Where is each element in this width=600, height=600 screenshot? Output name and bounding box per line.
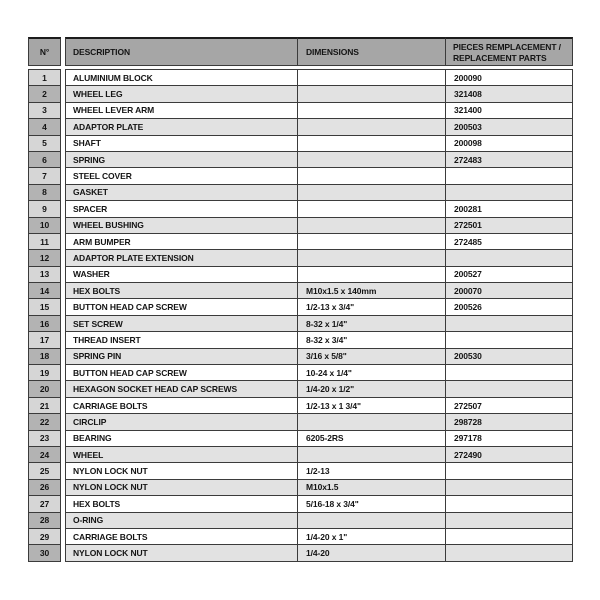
table-row: [28, 414, 573, 430]
table-row: [28, 250, 573, 266]
table-row: [28, 152, 573, 168]
table-row: [28, 119, 573, 135]
parts-cell: 200070: [446, 283, 573, 299]
row-number-cell: 8: [28, 185, 61, 201]
table-row: [28, 103, 573, 119]
row-number-cell: 22: [28, 414, 61, 430]
parts-cell: 200098: [446, 136, 573, 152]
description-cell: WHEEL BUSHING: [65, 218, 298, 234]
dimensions-cell: [298, 185, 446, 201]
dimensions-cell: 8-32 x 3/4": [298, 332, 446, 348]
row-number-cell: 29: [28, 529, 61, 545]
column-header-parts-line1: PIECES REMPLACEMENT /: [453, 42, 561, 52]
parts-cell: [446, 496, 573, 512]
parts-cell: 200281: [446, 201, 573, 217]
row-number-cell: 27: [28, 496, 61, 512]
row-number-cell: 1: [28, 69, 61, 86]
row-number-cell: 10: [28, 218, 61, 234]
row-number-cell: 18: [28, 349, 61, 365]
column-header-parts-line2: REPLACEMENT PARTS: [453, 52, 547, 63]
row-number-cell: 24: [28, 447, 61, 463]
dimensions-cell: [298, 201, 446, 217]
replacement-parts-table: [28, 37, 573, 562]
table-row: [28, 480, 573, 496]
description-cell: ADAPTOR PLATE: [65, 119, 298, 135]
parts-cell: 272490: [446, 447, 573, 463]
parts-cell: [446, 365, 573, 381]
table-row: [28, 463, 573, 479]
row-number-cell: 20: [28, 381, 61, 397]
description-cell: THREAD INSERT: [65, 332, 298, 348]
table-row: [28, 267, 573, 283]
parts-cell: 200530: [446, 349, 573, 365]
description-cell: HEX BOLTS: [65, 283, 298, 299]
table-row: [28, 365, 573, 381]
description-cell: HEXAGON SOCKET HEAD CAP SCREWS: [65, 381, 298, 397]
column-header-parts: [446, 37, 573, 66]
table-row: [28, 513, 573, 529]
table-row: [28, 185, 573, 201]
row-number-cell: 15: [28, 299, 61, 315]
table-row: [28, 496, 573, 512]
description-cell: BEARING: [65, 431, 298, 447]
parts-cell: [446, 332, 573, 348]
description-cell: CARRIAGE BOLTS: [65, 529, 298, 545]
row-number-cell: 23: [28, 431, 61, 447]
description-cell: WHEEL LEVER ARM: [65, 103, 298, 119]
dimensions-cell: [298, 267, 446, 283]
table-row: [28, 218, 573, 234]
table-row: [28, 168, 573, 184]
dimensions-cell: 5/16-18 x 3/4": [298, 496, 446, 512]
row-number-cell: 12: [28, 250, 61, 266]
table-row: [28, 136, 573, 152]
dimensions-cell: [298, 152, 446, 168]
description-cell: BUTTON HEAD CAP SCREW: [65, 365, 298, 381]
description-cell: NYLON LOCK NUT: [65, 545, 298, 561]
parts-cell: 200503: [446, 119, 573, 135]
row-number-cell: 13: [28, 267, 61, 283]
description-cell: SPRING PIN: [65, 349, 298, 365]
parts-cell: 321400: [446, 103, 573, 119]
table-row: [28, 69, 573, 86]
column-header-description: DESCRIPTION: [65, 37, 298, 66]
description-cell: BUTTON HEAD CAP SCREW: [65, 299, 298, 315]
dimensions-cell: [298, 218, 446, 234]
description-cell: HEX BOLTS: [65, 496, 298, 512]
dimensions-cell: 1/2-13: [298, 463, 446, 479]
table-row: [28, 431, 573, 447]
dimensions-cell: 1/4-20 x 1": [298, 529, 446, 545]
description-cell: WASHER: [65, 267, 298, 283]
parts-cell: 272507: [446, 398, 573, 414]
table-row: [28, 349, 573, 365]
dimensions-cell: [298, 136, 446, 152]
description-cell: CARRIAGE BOLTS: [65, 398, 298, 414]
table-row: [28, 545, 573, 561]
dimensions-cell: 3/16 x 5/8": [298, 349, 446, 365]
table-header-row: [28, 37, 573, 66]
table-row: [28, 332, 573, 348]
description-cell: SPRING: [65, 152, 298, 168]
row-number-cell: 25: [28, 463, 61, 479]
description-cell: WHEEL: [65, 447, 298, 463]
dimensions-cell: M10x1.5: [298, 480, 446, 496]
row-number-cell: 5: [28, 136, 61, 152]
description-cell: STEEL COVER: [65, 168, 298, 184]
parts-cell: 321408: [446, 86, 573, 102]
description-cell: ALUMINIUM BLOCK: [65, 69, 298, 86]
parts-cell: [446, 545, 573, 561]
dimensions-cell: [298, 103, 446, 119]
parts-cell: 272485: [446, 234, 573, 250]
table-row: [28, 447, 573, 463]
table-row: [28, 201, 573, 217]
row-number-cell: 4: [28, 119, 61, 135]
description-cell: ARM BUMPER: [65, 234, 298, 250]
table-row: [28, 529, 573, 545]
description-cell: SHAFT: [65, 136, 298, 152]
row-number-cell: 9: [28, 201, 61, 217]
parts-cell: [446, 463, 573, 479]
dimensions-cell: [298, 69, 446, 86]
parts-cell: 200526: [446, 299, 573, 315]
dimensions-cell: [298, 513, 446, 529]
table-row: [28, 381, 573, 397]
table-row: [28, 86, 573, 102]
row-number-cell: 6: [28, 152, 61, 168]
table-row: [28, 316, 573, 332]
table-row: [28, 283, 573, 299]
dimensions-cell: [298, 86, 446, 102]
row-number-cell: 17: [28, 332, 61, 348]
dimensions-cell: [298, 414, 446, 430]
parts-cell: [446, 529, 573, 545]
row-number-cell: 11: [28, 234, 61, 250]
dimensions-cell: [298, 250, 446, 266]
dimensions-cell: 1/4-20 x 1/2": [298, 381, 446, 397]
parts-cell: [446, 168, 573, 184]
parts-cell: [446, 381, 573, 397]
row-number-cell: 19: [28, 365, 61, 381]
parts-cell: [446, 250, 573, 266]
dimensions-cell: [298, 447, 446, 463]
description-cell: WHEEL LEG: [65, 86, 298, 102]
parts-cell: 298728: [446, 414, 573, 430]
dimensions-cell: 6205-2RS: [298, 431, 446, 447]
description-cell: SET SCREW: [65, 316, 298, 332]
dimensions-cell: [298, 119, 446, 135]
parts-cell: 200090: [446, 69, 573, 86]
dimensions-cell: 8-32 x 1/4": [298, 316, 446, 332]
row-number-cell: 3: [28, 103, 61, 119]
row-number-cell: 28: [28, 513, 61, 529]
row-number-cell: 16: [28, 316, 61, 332]
parts-cell: 200527: [446, 267, 573, 283]
parts-cell: [446, 513, 573, 529]
description-cell: NYLON LOCK NUT: [65, 463, 298, 479]
parts-cell: 297178: [446, 431, 573, 447]
dimensions-cell: [298, 168, 446, 184]
description-cell: ADAPTOR PLATE EXTENSION: [65, 250, 298, 266]
parts-cell: 272501: [446, 218, 573, 234]
row-number-cell: 30: [28, 545, 61, 561]
dimensions-cell: [298, 234, 446, 250]
dimensions-cell: 1/4-20: [298, 545, 446, 561]
parts-cell: 272483: [446, 152, 573, 168]
row-number-cell: 21: [28, 398, 61, 414]
description-cell: NYLON LOCK NUT: [65, 480, 298, 496]
table-row: [28, 299, 573, 315]
parts-cell: [446, 480, 573, 496]
dimensions-cell: M10x1.5 x 140mm: [298, 283, 446, 299]
table-row: [28, 234, 573, 250]
description-cell: GASKET: [65, 185, 298, 201]
dimensions-cell: 1/2-13 x 3/4": [298, 299, 446, 315]
table-row: [28, 398, 573, 414]
column-header-number: N°: [28, 37, 61, 66]
parts-cell: [446, 316, 573, 332]
parts-cell: [446, 185, 573, 201]
row-number-cell: 2: [28, 86, 61, 102]
description-cell: CIRCLIP: [65, 414, 298, 430]
dimensions-cell: 10-24 x 1/4": [298, 365, 446, 381]
column-header-dimensions: DIMENSIONS: [298, 37, 446, 66]
row-number-cell: 7: [28, 168, 61, 184]
table-body: [28, 69, 573, 562]
row-number-cell: 26: [28, 480, 61, 496]
description-cell: O-RING: [65, 513, 298, 529]
row-number-cell: 14: [28, 283, 61, 299]
dimensions-cell: 1/2-13 x 1 3/4": [298, 398, 446, 414]
description-cell: SPACER: [65, 201, 298, 217]
